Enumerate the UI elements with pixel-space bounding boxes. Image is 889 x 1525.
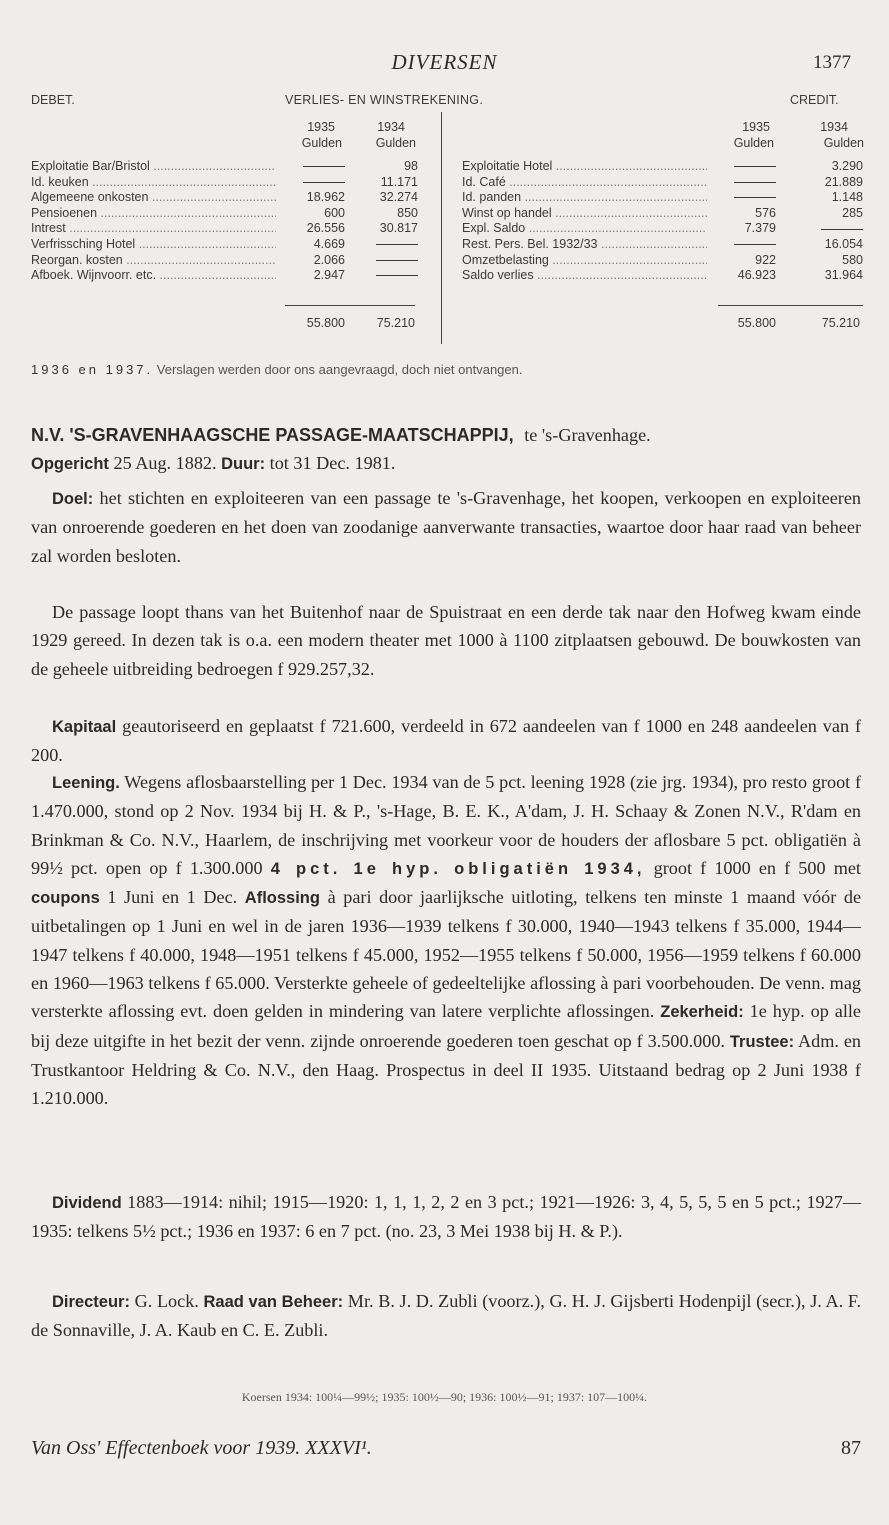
unit-header: Gulden: [301, 136, 342, 150]
year-header: 1934: [820, 120, 848, 134]
obligaties-title: 4 pct. 1e hyp. obligatiën 1934,: [270, 859, 646, 878]
row-value: 18.962: [306, 190, 345, 205]
year-header: 1934: [377, 120, 405, 134]
row-value: 7.379: [744, 221, 776, 236]
row-value: 580: [842, 252, 863, 267]
row-value: 98: [404, 159, 418, 173]
leening-text-2: groot f 1000 en f 500 met: [653, 857, 861, 878]
debet-label: DEBET.: [31, 93, 75, 107]
row-label: Algemeene onkosten .....: [31, 190, 276, 204]
doel-paragraph: [31, 484, 861, 570]
row-label: Winst op handel .....: [462, 206, 707, 220]
row-value: 1.148: [831, 190, 863, 205]
bestuur-paragraph: [31, 1287, 861, 1345]
row-label: Intrest .....: [31, 221, 276, 235]
row-value: 11.171: [380, 174, 418, 189]
running-head: [0, 50, 889, 80]
year-header: 1935: [742, 120, 770, 134]
kapitaal-text: geautoriseerd en geplaatst f 721.600, verdeeld in 672 aandeelen van f 1000 en 248 aandeelen van f 200.: [31, 716, 862, 766]
unit-header: Gulden: [823, 136, 864, 150]
empty-dash: [287, 159, 345, 173]
reports-note: [31, 362, 522, 377]
unit-header: Gulden: [733, 136, 774, 150]
company-header: [31, 421, 861, 479]
doel-text: het stichten en exploiteeren van een passage te 's-Gravenhage, het koopen, verkoopen en exploiteeren van onroerende goederen en het doen van zoodanige aanverwante transacties, waartoe door haar raad van beheer zal worden besloten.: [31, 488, 861, 566]
dividend-text: 1883—1914: nihil; 1915—1920: 1, 1, 1, 2, 2 en 3 pct.; 1921—1926: 3, 4, 5, 5, 5 en 5 pct.; 1927—1935: telkens 5½ pct.; 1936 en 1937: 6 en 7 pct. (no. 23, 3 Mei 1938 bij H. & P.).: [31, 1192, 862, 1242]
kapitaal-paragraph: [31, 712, 861, 770]
note-text: Verslagen werden door ons aangevraagd, doch niet ontvangen.: [156, 362, 523, 377]
row-label: Saldo verlies .....: [462, 268, 707, 282]
duur-label: Duur:: [221, 455, 266, 474]
passage-text: De passage loopt thans van het Buitenhof naar de Spuistraat en een derde tak naar den Hofweg kwam einde 1929 gereed. In dezen tak is o.a. een modern theater met 1000 à 1100 zitplaatsen gebouwd. De bouwkosten van de geheele uitbreiding bedroegen f 929.257,32.: [31, 602, 861, 679]
trustee-label: Trustee:: [729, 1032, 795, 1051]
row-label: Id. Café .....: [462, 175, 707, 189]
company-name: N.V. 'S-GRAVENHAAGSCHE PASSAGE-MAATSCHAPPIJ,: [31, 425, 514, 445]
company-place: te 's-Gravenhage.: [524, 425, 651, 445]
total-value: 55.800: [306, 316, 345, 330]
zekerheid-label: Zekerheid:: [660, 1003, 744, 1022]
row-value: 4.669: [313, 237, 345, 251]
footer-text: Van Oss' Effectenboek voor 1939. XXXVI¹.: [31, 1437, 372, 1459]
row-value: 922: [755, 252, 776, 267]
row-value: 850: [397, 205, 418, 220]
row-value: 21.889: [824, 174, 863, 189]
row-label: Rest. Pers. Bel. 1932/33 .....: [462, 237, 707, 251]
page-footer: [31, 1437, 861, 1460]
row-label: Exploitatie Bar/Bristol .....: [31, 159, 276, 173]
row-label: Exploitatie Hotel .....: [462, 159, 707, 173]
row-value: 2.947: [313, 268, 345, 283]
empty-dash: [718, 237, 776, 251]
leening-text-6: Adm. en Trustkantoor Heldring & Co. N.V., den Haag. Prospectus in deel II 1935. Uitstaand bedrag op 2 Juni 1938 f 1.210.000.: [31, 1030, 861, 1109]
opgericht-label: Opgericht: [31, 455, 109, 474]
row-value: 2.066: [313, 252, 345, 267]
total-rule: [285, 305, 415, 306]
passage-paragraph: [31, 598, 861, 683]
row-value: 16.054: [824, 237, 863, 251]
koersen-line: Koersen 1934: 100¼—99½; 1935: 100½—90; 1936: 100½—91; 1937: 107—100¼.: [241, 1390, 648, 1404]
row-label: Id. panden .....: [462, 190, 707, 204]
total-value: 75.210: [821, 316, 860, 330]
total-value: 75.210: [376, 316, 415, 330]
credit-label: CREDIT.: [790, 93, 839, 107]
empty-dash: [360, 268, 418, 282]
raad-label: Raad van Beheer:: [203, 1293, 344, 1311]
aflossing-label: Aflossing: [244, 889, 320, 908]
duur-value: tot 31 Dec. 1981.: [269, 453, 396, 474]
footer-page-number: 87: [841, 1437, 861, 1459]
dividend-paragraph: [31, 1188, 861, 1246]
leening-text-3: 1 Juni en 1 Dec.: [107, 887, 238, 908]
row-value: 576: [755, 205, 776, 220]
directeur-value: G. Lock.: [134, 1291, 199, 1311]
section-title: DIVERSEN: [391, 50, 498, 74]
empty-dash: [805, 221, 863, 235]
total-value: 55.800: [737, 316, 776, 330]
row-label: Id. keuken .....: [31, 175, 276, 189]
doel-label: Doel:: [52, 490, 94, 508]
row-label: Reorgan. kosten .....: [31, 253, 276, 267]
row-value: 46.923: [737, 268, 776, 283]
directeur-label: Directeur:: [52, 1293, 130, 1311]
row-value: 32.274: [379, 190, 418, 205]
row-value: 26.556: [306, 221, 345, 236]
row-label: Omzetbelasting .....: [462, 253, 707, 267]
row-value: 30.817: [379, 221, 418, 236]
unit-header: Gulden: [375, 136, 416, 150]
row-value: 31.964: [824, 268, 863, 283]
year-header: 1935: [307, 120, 335, 134]
total-rule: [718, 305, 863, 306]
account-title: VERLIES- EN WINSTREKENING.: [285, 93, 484, 107]
empty-dash: [360, 237, 418, 251]
leening-paragraph: [31, 768, 861, 1113]
leening-text-5: 1e hyp. op alle bij deze uitgifte in het bezit der venn. zijnde onroerende goederen toen geschat op f 3.500.000.: [31, 1001, 862, 1051]
row-label: Expl. Saldo .....: [462, 221, 707, 235]
leening-text-1: Wegens aflosbaarstelling per 1 Dec. 1934 van de 5 pct. leening 1928 (zie jrg. 1934), pro resto groot f 1.470.000, stond op 2 Nov. 1934 bij H. & P., 's-Hage, B. E. K., A'dam, J. H. Schaay & Zonen N.V., R'dam en Brinkman & Co. N.V., Haarlem, de inschrijving met voorkeur voor de houders der aflosbare 5 pct. obligatiën à 99½ pct. open op f 1.300.000: [31, 772, 862, 878]
page-number: 1377: [813, 52, 851, 73]
column-divider: [441, 112, 442, 344]
row-value: 3.290: [831, 159, 863, 173]
kapitaal-label: Kapitaal: [52, 718, 117, 736]
empty-dash: [360, 253, 418, 267]
empty-dash: [718, 190, 776, 204]
coupons-label: coupons: [31, 889, 100, 908]
empty-dash: [718, 175, 776, 189]
leening-label: Leening.: [52, 774, 120, 792]
note-years: 1936 en 1937.: [31, 362, 154, 377]
empty-dash: [718, 159, 776, 173]
dividend-label: Dividend: [52, 1194, 122, 1212]
leening-text-4: à pari door jaarlijksche uitloting, telkens ten minste 1 maand vóór de uitbetalingen op 1 Juni en wel in de jaren 1936—1939 telkens f 30.000, 1940—1943 telkens f 35.000, 1944—1947 telkens f 40.000, 1948—1951 telkens f 45.000, 1952—1955 telkens f 50.000, 1956—1959 telkens f 60.000 en 1960—1963 telkens f 65.000. Versterkte geheele of gedeeltelijke aflossing à pari voorbehouden. De venn. mag versterkte aflossing evt. doen gelden in mindering van latere verplichte aflossingen.: [31, 887, 862, 1022]
opgericht-value: 25 Aug. 1882.: [113, 453, 217, 474]
row-value: 285: [842, 205, 863, 220]
row-value: 600: [324, 205, 345, 220]
row-label: Pensioenen .....: [31, 206, 276, 220]
empty-dash: [287, 175, 345, 189]
row-label: Afboek. Wijnvoorr. etc. .....: [31, 268, 276, 282]
raad-value: Mr. B. J. D. Zubli (voorz.), G. H. J. Gijsberti Hodenpijl (secr.), J. A. F. de Sonnaville, J. A. Kaub en C. E. Zubli.: [31, 1291, 862, 1341]
row-label: Verfrissching Hotel .....: [31, 237, 276, 251]
